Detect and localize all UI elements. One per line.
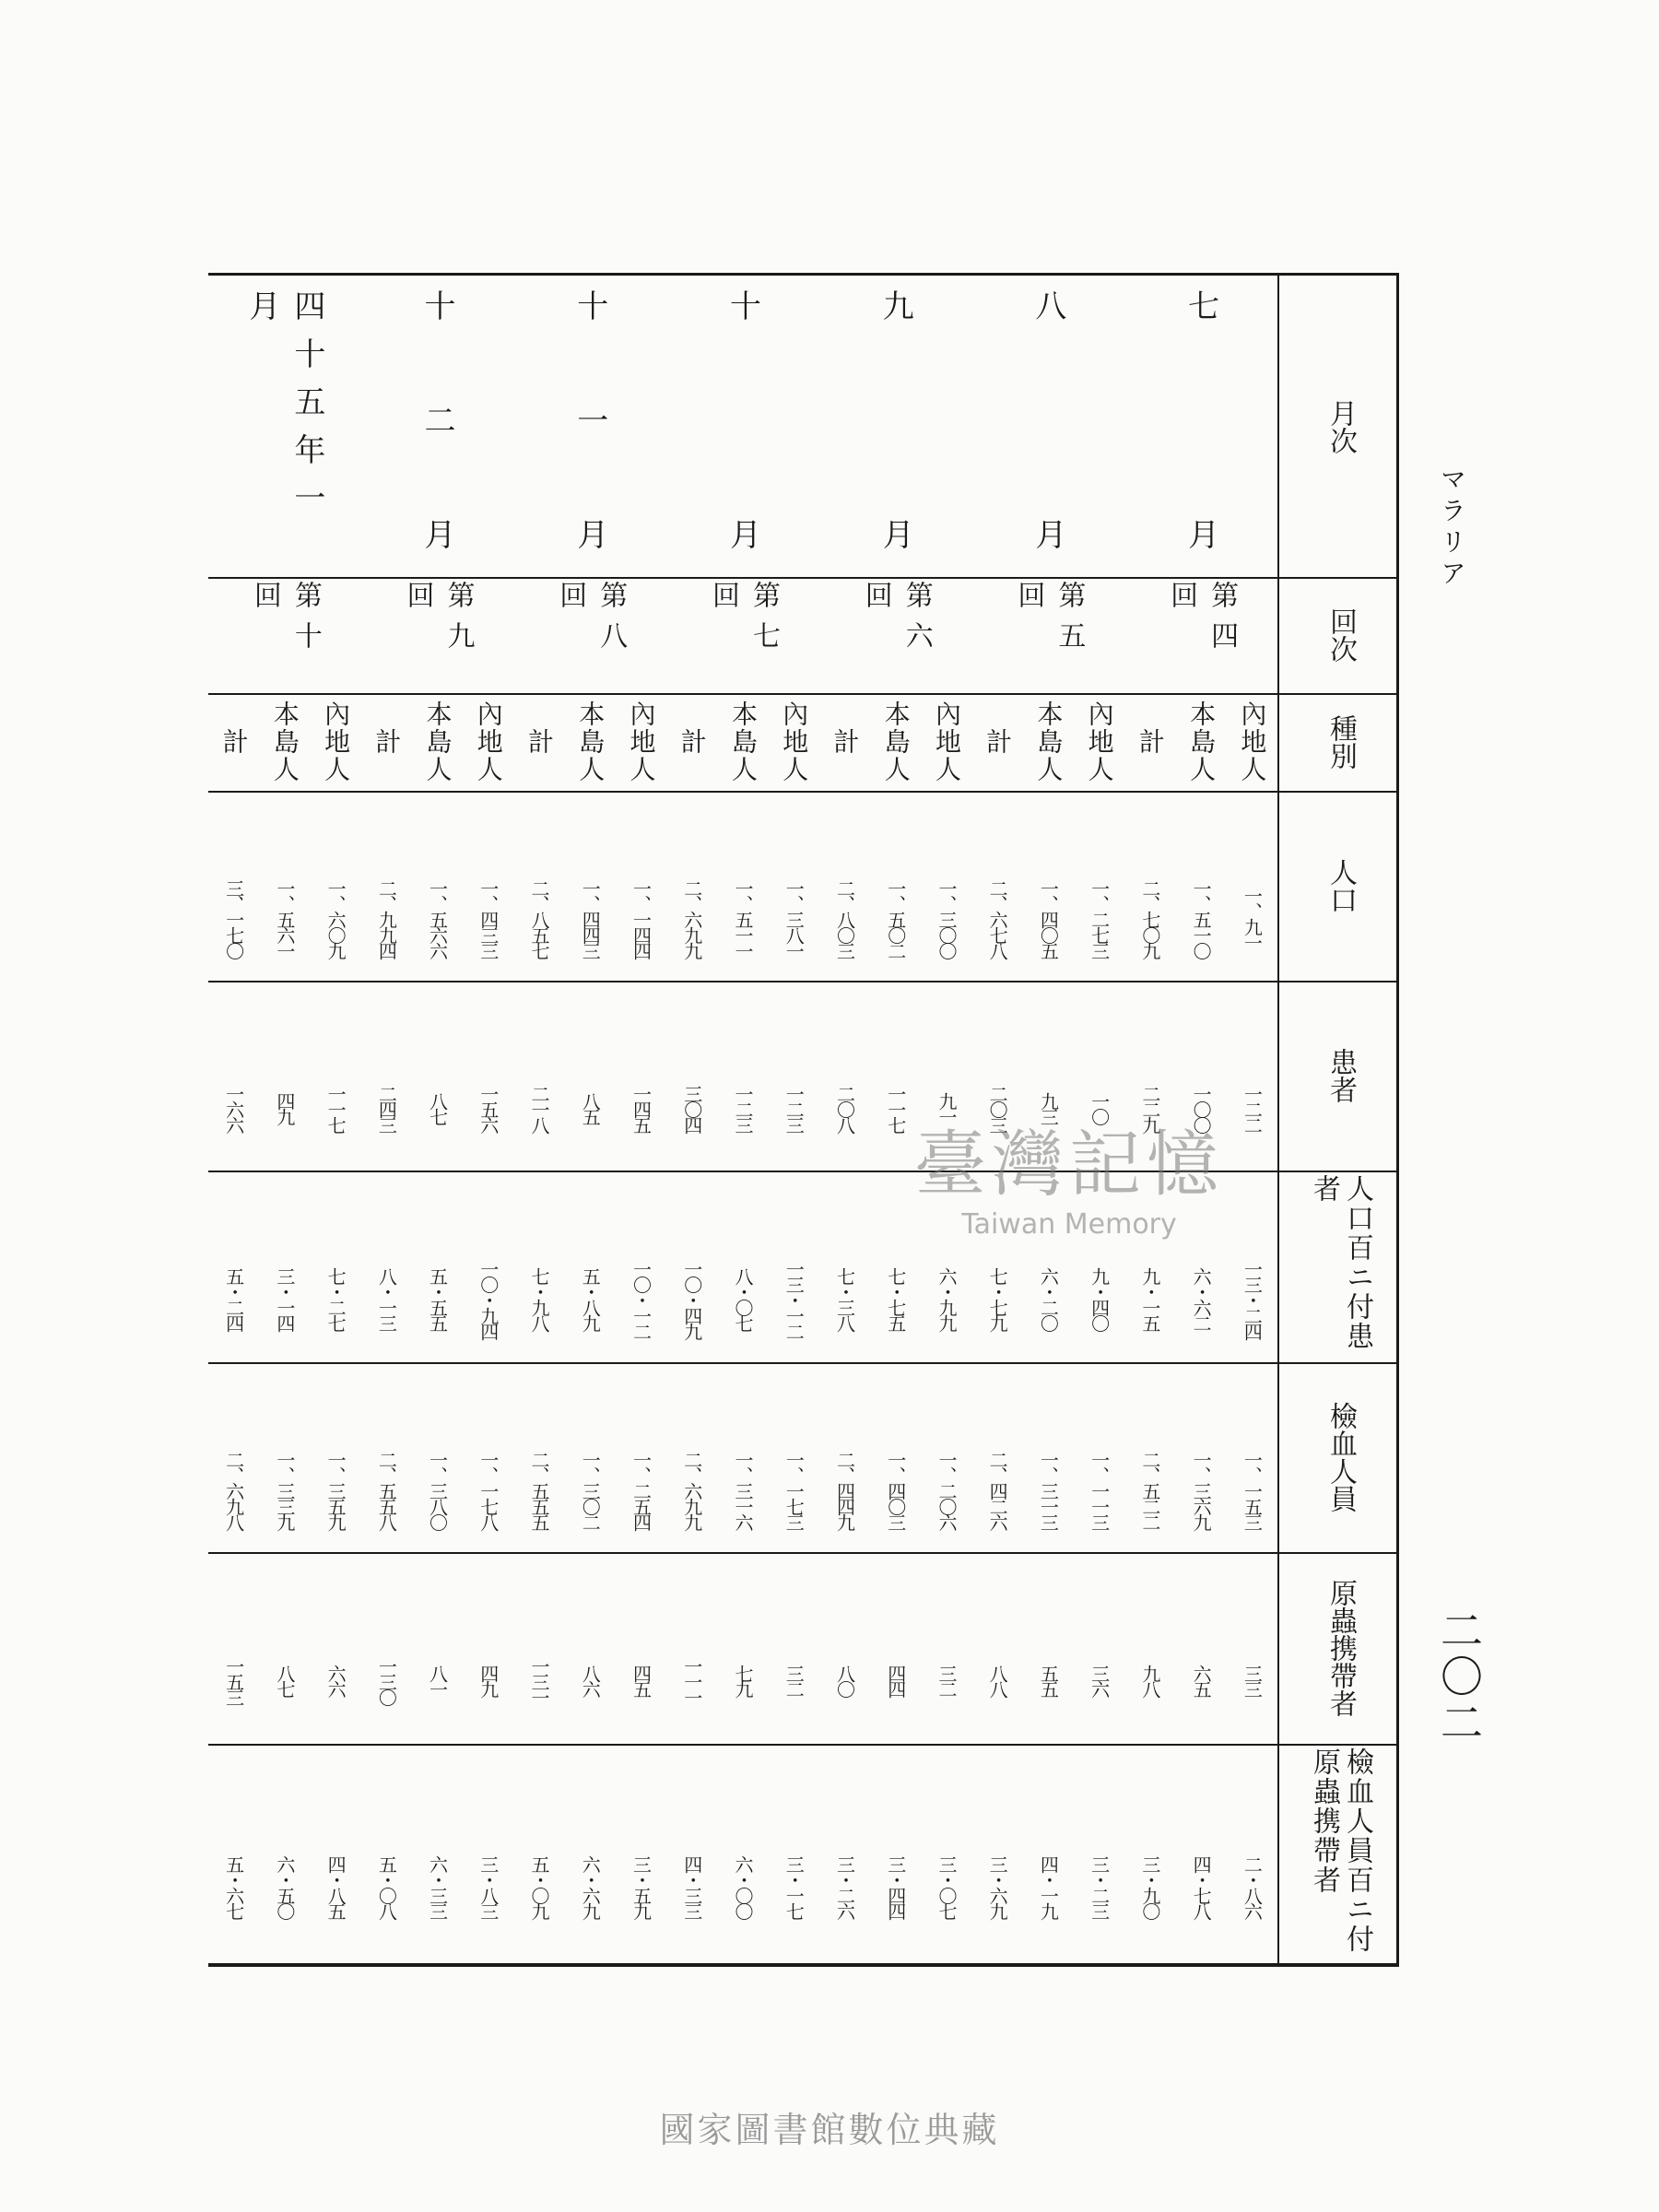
blood-examined-cell: 一、一一三	[1088, 1450, 1111, 1529]
carrier-rate-cell: 三・八三	[477, 1855, 500, 1918]
category-cell: 計	[830, 728, 861, 756]
patient-rate-cell: 六・九九	[935, 1267, 958, 1330]
header-divider	[1277, 273, 1279, 1967]
population-cell: 一、四〇五	[1037, 878, 1060, 958]
population-cell: 一、五一〇	[1190, 878, 1213, 958]
patients-cell: 二〇八	[833, 1084, 856, 1132]
carrier-rate-cell: 三・二三	[1088, 1855, 1111, 1918]
month-cell: 四十五年一月	[242, 289, 325, 529]
patients-cell: 八五	[579, 1092, 602, 1124]
header-patient-rate: 人口百ニ付患者	[1308, 1174, 1373, 1351]
blood-examined-cell: 二、六九八	[222, 1450, 245, 1529]
month-cell: 九月	[877, 289, 914, 566]
patients-cell: 一四五	[629, 1084, 653, 1132]
carriers-cell: 八〇	[833, 1665, 856, 1696]
patient-rate-cell: 六・二〇	[1037, 1267, 1060, 1330]
category-cell: 本島人	[727, 700, 759, 783]
patient-rate-cell: 一三・二四	[1241, 1259, 1264, 1338]
blood-examined-cell: 一、三三九	[273, 1450, 296, 1529]
carrier-rate-cell: 四・八五	[324, 1855, 347, 1918]
patients-cell: 二一八	[528, 1084, 551, 1132]
blood-examined-cell: 一、三六九	[1190, 1450, 1213, 1529]
header-section-rule	[1277, 791, 1396, 793]
patient-rate-cell: 五・二四	[222, 1267, 245, 1330]
population-cell: 一、四三三	[477, 878, 500, 958]
population-cell: 一、三八一	[782, 878, 806, 958]
category-cell: 本島人	[575, 700, 606, 783]
patients-cell: 九一	[935, 1092, 958, 1124]
population-cell: 一、九一	[1241, 887, 1264, 949]
header-patients: 患者	[1324, 1048, 1357, 1103]
patient-rate-cell: 七・九八	[528, 1267, 551, 1330]
statistics-table	[208, 273, 1399, 1967]
top-rule	[208, 273, 1399, 276]
header-section-rule	[1277, 1744, 1396, 1746]
population-cell: 二、七〇九	[1138, 878, 1161, 958]
patient-rate-cell: 一三・一二	[782, 1259, 806, 1338]
population-cell: 二、九九四	[375, 878, 398, 958]
patients-cell: 一一七	[324, 1084, 347, 1132]
category-cell: 計	[524, 728, 556, 756]
month-cell: 十月	[724, 289, 761, 566]
population-cell: 一、五一一	[731, 878, 754, 958]
blood-examined-cell: 一、三八〇	[426, 1450, 449, 1529]
round-cell: 第十回	[248, 581, 322, 662]
patients-cell: 一一七	[884, 1084, 907, 1132]
patient-rate-cell: 三・一四	[273, 1267, 296, 1330]
blood-examined-cell: 一、三五九	[324, 1450, 347, 1529]
patients-cell: 二〇三	[986, 1084, 1009, 1132]
section-rule	[208, 577, 1277, 579]
patient-rate-cell: 七・二七	[324, 1267, 347, 1330]
round-cell: 第六回	[859, 581, 933, 662]
population-cell: 一、六〇九	[324, 878, 347, 958]
patient-rate-cell: 七・七五	[884, 1267, 907, 1330]
population-cell: 一、五六六	[426, 878, 449, 958]
round-cell: 第五回	[1012, 581, 1086, 662]
population-cell: 二、六七八	[986, 878, 1009, 958]
blood-examined-cell: 一、一七三	[782, 1450, 806, 1529]
patient-rate-cell: 一〇・九四	[477, 1259, 500, 1338]
category-cell: 本島人	[422, 700, 453, 783]
carriers-cell: 五五	[1037, 1665, 1060, 1696]
section-rule	[208, 1552, 1277, 1554]
patients-cell: 四九	[273, 1092, 296, 1124]
carrier-rate-cell: 六・五〇	[273, 1855, 296, 1918]
right-rule	[1396, 273, 1399, 1967]
population-cell: 一、四四三	[579, 878, 602, 958]
category-cell: 內地人	[1237, 700, 1268, 783]
header-round: 回次	[1324, 607, 1357, 663]
blood-examined-cell: 一、三一六	[731, 1450, 754, 1529]
blood-examined-cell: 二、六九九	[680, 1450, 703, 1529]
watermark	[830, 1124, 1309, 1241]
carrier-rate-cell: 三・九〇	[1138, 1855, 1161, 1918]
blood-examined-cell: 二、五二二	[1138, 1450, 1161, 1529]
population-cell: 一、五六一	[273, 878, 296, 958]
carriers-cell: 一三〇	[375, 1656, 398, 1704]
patients-cell: 二二九	[1138, 1084, 1161, 1132]
category-cell: 內地人	[321, 700, 352, 783]
carrier-rate-cell: 二・八六	[1241, 1855, 1264, 1918]
section-rule	[208, 1744, 1277, 1746]
page-number: 二〇二	[1434, 1608, 1484, 1747]
header-section-rule	[1277, 1362, 1396, 1364]
header-section-rule	[1277, 693, 1396, 695]
carriers-cell: 四五	[629, 1665, 653, 1696]
patients-cell: 一二三	[782, 1084, 806, 1132]
patients-cell: 一〇	[1088, 1092, 1111, 1124]
header-month: 月次	[1324, 399, 1357, 454]
month-cell: 八月	[1029, 289, 1066, 566]
blood-examined-cell: 一、二〇六	[935, 1450, 958, 1529]
header-section-rule	[1277, 1552, 1396, 1554]
category-cell: 內地人	[473, 700, 504, 783]
patients-cell: 一五六	[477, 1084, 500, 1132]
category-cell: 本島人	[269, 700, 300, 783]
carriers-cell: 八六	[579, 1665, 602, 1696]
blood-examined-cell: 二、四二六	[986, 1450, 1009, 1529]
category-cell: 本島人	[1186, 700, 1218, 783]
patient-rate-cell: 六・六二	[1190, 1267, 1213, 1330]
carrier-rate-cell: 六・〇〇	[731, 1855, 754, 1918]
category-cell: 計	[1135, 728, 1166, 756]
patients-cell: 三〇四	[680, 1084, 703, 1132]
running-title: マラリア	[1437, 465, 1467, 591]
carriers-cell: 一五三	[222, 1656, 245, 1704]
population-cell: 一、五〇二	[884, 878, 907, 958]
section-rule	[208, 791, 1277, 793]
header-section-rule	[1277, 981, 1396, 982]
carrier-rate-cell: 四・三三	[680, 1855, 703, 1918]
population-cell: 一、二七三	[1088, 878, 1111, 958]
blood-examined-cell: 二、五五五	[528, 1450, 551, 1529]
blood-examined-cell: 一、三〇二	[579, 1450, 602, 1529]
carriers-cell: 三六	[1088, 1665, 1111, 1696]
blood-examined-cell: 一、三一三	[1037, 1450, 1060, 1529]
carrier-rate-cell: 三・四四	[884, 1855, 907, 1918]
category-cell: 內地人	[779, 700, 810, 783]
watermark-subtitle: Taiwan Memory	[961, 1208, 1177, 1241]
patients-cell: 一〇〇	[1190, 1084, 1213, 1132]
header-carrier-rate: 檢血人員百ニ付原蟲携帶者	[1308, 1747, 1373, 1954]
category-cell: 內地人	[931, 700, 962, 783]
carriers-cell: 一一一	[680, 1656, 703, 1704]
patient-rate-cell: 五・八九	[579, 1267, 602, 1330]
patients-cell: 一六六	[222, 1084, 245, 1132]
population-cell: 三、一七〇	[222, 878, 245, 958]
patient-rate-cell: 五・五五	[426, 1267, 449, 1330]
blood-examined-cell: 一、二五四	[629, 1450, 653, 1529]
patient-rate-cell: 一〇・四九	[680, 1259, 703, 1338]
carrier-rate-cell: 四・七八	[1190, 1855, 1213, 1918]
patients-cell: 二四三	[375, 1084, 398, 1132]
bottom-rule	[208, 1963, 1399, 1967]
header-category: 種別	[1324, 714, 1357, 770]
month-cell: 七月	[1182, 289, 1219, 566]
patient-rate-cell: 八・一三	[375, 1267, 398, 1330]
carriers-cell: 一三一	[528, 1656, 551, 1704]
footer-credit: 國家圖書館數位典藏	[659, 2110, 1000, 2150]
carrier-rate-cell: 五・〇八	[375, 1855, 398, 1918]
carrier-rate-cell: 三・五九	[629, 1855, 653, 1918]
carrier-rate-cell: 三・二六	[833, 1855, 856, 1918]
patient-rate-cell: 一〇・一二	[629, 1259, 653, 1338]
category-cell: 本島人	[880, 700, 912, 783]
population-cell: 二、八五七	[528, 878, 551, 958]
category-cell: 本島人	[1033, 700, 1065, 783]
carrier-rate-cell: 五・〇九	[528, 1855, 551, 1918]
header-population: 人口	[1324, 858, 1357, 913]
patient-rate-cell: 七・七九	[986, 1267, 1009, 1330]
carrier-rate-cell: 三・六九	[986, 1855, 1009, 1918]
carrier-rate-cell: 四・一九	[1037, 1855, 1060, 1918]
carriers-cell: 四四	[884, 1665, 907, 1696]
category-cell: 計	[218, 728, 250, 756]
carriers-cell: 八一	[426, 1665, 449, 1696]
carriers-cell: 六六	[324, 1665, 347, 1696]
carriers-cell: 三二	[935, 1665, 958, 1696]
category-cell: 內地人	[1084, 700, 1115, 783]
patients-cell: 九三	[1037, 1092, 1060, 1124]
carriers-cell: 六五	[1190, 1665, 1213, 1696]
carrier-rate-cell: 三・〇七	[935, 1855, 958, 1918]
patient-rate-cell: 九・一五	[1138, 1267, 1161, 1330]
section-rule	[208, 693, 1277, 695]
watermark-logo-text: 臺灣記憶	[913, 1124, 1224, 1206]
category-cell: 內地人	[626, 700, 657, 783]
patient-rate-cell: 九・四〇	[1088, 1267, 1111, 1330]
patients-cell: 一二二	[1241, 1084, 1264, 1132]
round-cell: 第九回	[401, 581, 475, 662]
patient-rate-cell: 八・〇七	[731, 1267, 754, 1330]
blood-examined-cell: 一、一七八	[477, 1450, 500, 1529]
blood-examined-cell: 一、一五三	[1241, 1450, 1264, 1529]
carriers-cell: 七九	[731, 1665, 754, 1696]
blood-examined-cell: 一、四〇三	[884, 1450, 907, 1529]
section-rule	[208, 981, 1277, 982]
blood-examined-cell: 二、四四九	[833, 1450, 856, 1529]
patients-cell: 八七	[426, 1092, 449, 1124]
carriers-cell: 八八	[986, 1665, 1009, 1696]
population-cell: 二、六九九	[680, 878, 703, 958]
round-cell: 第八回	[554, 581, 628, 662]
carriers-cell: 八七	[273, 1665, 296, 1696]
carrier-rate-cell: 六・三三	[426, 1855, 449, 1918]
month-cell: 十二月	[418, 289, 456, 566]
carriers-cell: 九八	[1138, 1665, 1161, 1696]
header-carriers: 原蟲携帶者	[1324, 1579, 1357, 1717]
carriers-cell: 三三	[1241, 1665, 1264, 1696]
population-cell: 二、八〇三	[833, 878, 856, 958]
population-cell: 一、三〇〇	[935, 878, 958, 958]
round-cell: 第四回	[1165, 581, 1239, 662]
patient-rate-cell: 七・三八	[833, 1267, 856, 1330]
category-cell: 計	[982, 728, 1014, 756]
header-blood-examined: 檢血人員	[1324, 1402, 1357, 1512]
carrier-rate-cell: 五・六七	[222, 1855, 245, 1918]
header-section-rule	[1277, 577, 1396, 579]
patients-cell: 一二三	[731, 1084, 754, 1132]
carrier-rate-cell: 三・一七	[782, 1855, 806, 1918]
carriers-cell: 三二	[782, 1665, 806, 1696]
category-cell: 計	[371, 728, 403, 756]
carriers-cell: 四九	[477, 1665, 500, 1696]
month-cell: 十一月	[571, 289, 608, 566]
population-cell: 一、一四四	[629, 878, 653, 958]
section-rule	[208, 1362, 1277, 1364]
category-cell: 計	[677, 728, 708, 756]
blood-examined-cell: 二、五五八	[375, 1450, 398, 1529]
carrier-rate-cell: 六・六九	[579, 1855, 602, 1918]
round-cell: 第七回	[706, 581, 780, 662]
